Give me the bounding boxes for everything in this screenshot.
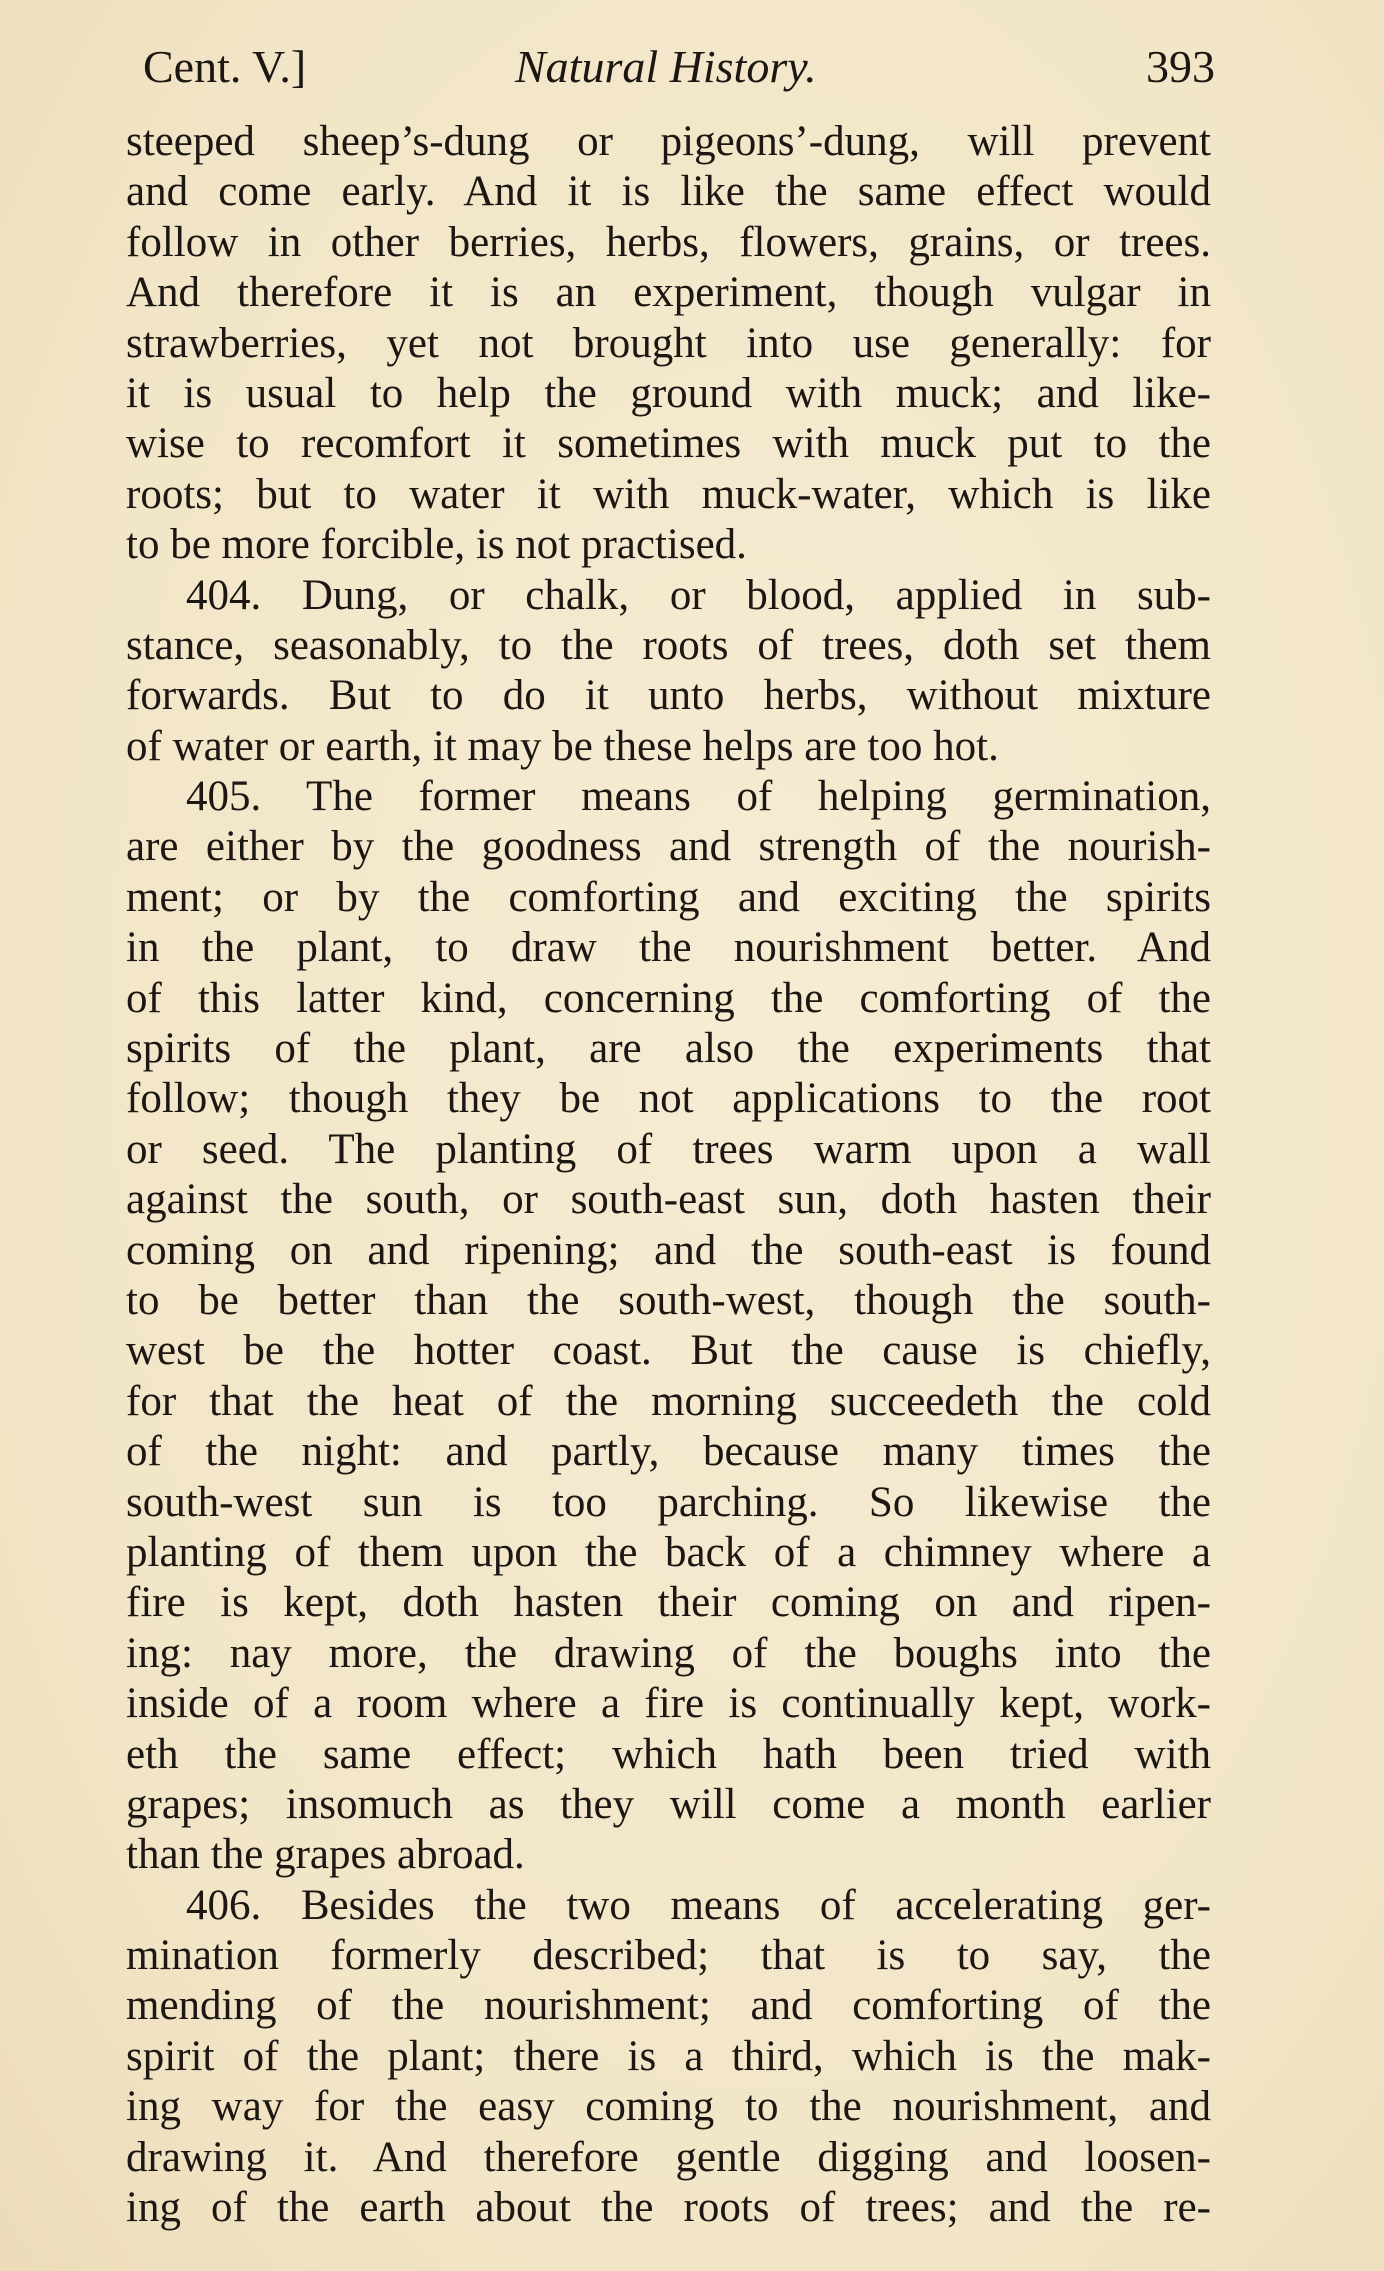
text-line: south-west sun is too parching. So likewise the [126, 1478, 1211, 1526]
text-line: eth the same effect; which hath been tried with [126, 1730, 1211, 1778]
text-line: wise to recomfort it sometimes with muck put to the [126, 420, 1211, 468]
text-line: spirit of the plant; there is a third, which is the mak- [126, 2032, 1211, 2080]
text-line: against the south, or south-east sun, doth hasten their [126, 1176, 1211, 1224]
text-line: and come early. And it is like the same effect would [126, 168, 1211, 216]
text-line: planting of them upon the back of a chimney where a [126, 1528, 1211, 1576]
body-text [126, 117, 1211, 2233]
running-header [143, 26, 1215, 106]
text-line: ment; or by the comforting and exciting the spirits [126, 873, 1211, 921]
text-line: fire is kept, doth hasten their coming on and ripen- [126, 1579, 1211, 1627]
text-line: of water or earth, it may be these helps are too hot. [126, 722, 999, 770]
text-line: it is usual to help the ground with muck; and like- [126, 369, 1211, 417]
text-line: than the grapes abroad. [126, 1831, 525, 1879]
text-line: of this latter kind, concerning the comforting of the [126, 974, 1211, 1022]
text-line: steeped sheep’s-dung or pigeons’-dung, will prevent [126, 118, 1211, 165]
text-line: of the night: and partly, because many times the [126, 1428, 1211, 1476]
text-line: follow; though they be not applications to the root [126, 1075, 1211, 1123]
text-line: roots; but to water it with muck-water, which is like [126, 470, 1211, 518]
header-title: Natural History. [515, 41, 817, 92]
text-line: to be more forcible, is not practised. [126, 521, 747, 569]
text-line: strawberries, yet not brought into use generally: for [126, 319, 1211, 367]
paragraph-406-start: 406. Besides the two means of accelerating ger- [186, 1881, 1211, 1929]
text-line: for that the heat of the morning succeedeth the cold [126, 1377, 1211, 1425]
text-line: And therefore it is an experiment, though vulgar in [126, 269, 1211, 317]
text-line: spirits of the plant, are also the experiments that [126, 1025, 1211, 1073]
paragraph-404-start: 404. Dung, or chalk, or blood, applied in sub- [186, 571, 1211, 619]
text-line: mending of the nourishment; and comforting of the [126, 1982, 1211, 2030]
text-line: stance, seasonably, to the roots of trees, doth set them [126, 621, 1211, 669]
text-line: are either by the goodness and strength of the nourish- [126, 823, 1211, 871]
text-line: or seed. The planting of trees warm upon a wall [126, 1125, 1211, 1173]
page-number: 393 [1146, 41, 1215, 92]
text-line: ing of the earth about the roots of trees; and the re- [126, 2184, 1211, 2232]
text-line: to be better than the south-west, though the south- [126, 1276, 1211, 1324]
text-line: west be the hotter coast. But the cause is chiefly, [126, 1327, 1211, 1375]
text-line: ing way for the easy coming to the nourishment, and [126, 2083, 1211, 2131]
text-line: coming on and ripening; and the south-east is found [126, 1226, 1211, 1274]
text-line: drawing it. And therefore gentle digging and loosen- [126, 2133, 1211, 2181]
text-line: follow in other berries, herbs, flowers, grains, or trees. [126, 218, 1211, 266]
text-line: grapes; insomuch as they will come a month earlier [126, 1780, 1211, 1828]
text-line: mination formerly described; that is to say, the [126, 1932, 1211, 1980]
paragraph-405-start: 405. The former means of helping germination, [186, 773, 1211, 821]
text-line: in the plant, to draw the nourishment better. And [126, 924, 1211, 972]
header-section: Cent. V.] [143, 41, 307, 92]
text-line: inside of a room where a fire is continually kept, work- [126, 1680, 1211, 1728]
text-line: ing: nay more, the drawing of the boughs into the [126, 1629, 1211, 1677]
text-line: forwards. But to do it unto herbs, without mixture [126, 672, 1211, 720]
